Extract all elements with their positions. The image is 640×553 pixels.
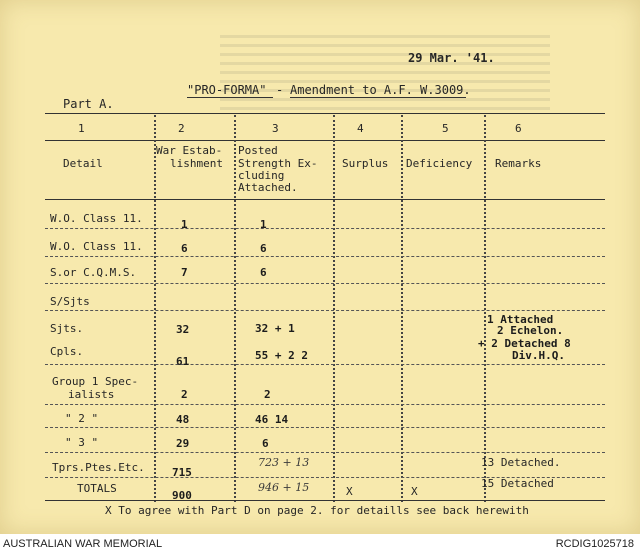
row-rule xyxy=(45,427,605,428)
header-deficiency: Deficiency xyxy=(406,157,473,170)
row-rule xyxy=(45,404,605,405)
row-rule xyxy=(45,364,605,365)
posted-value: 1 xyxy=(260,218,267,231)
row-label: W.O. Class 11. xyxy=(50,240,143,253)
war-est-value: 32 xyxy=(176,323,190,336)
header-surplus: Surplus xyxy=(342,157,389,170)
war-est-value: 715 xyxy=(172,466,192,479)
war-est-value: 900 xyxy=(172,489,192,502)
posted-value: 6 xyxy=(260,266,267,279)
row-rule xyxy=(45,310,605,311)
posted-value: 2 xyxy=(264,388,271,401)
table-top-rule xyxy=(45,113,605,114)
remark: 13 Detached. xyxy=(481,456,561,469)
column-divider xyxy=(401,115,403,502)
remark: Div.H.Q. xyxy=(512,349,565,362)
row-label: S.or C.Q.M.S. xyxy=(50,266,137,279)
archive-name: AUSTRALIAN WAR MEMORIAL xyxy=(3,538,163,550)
posted-value: 946 + 15 xyxy=(258,481,310,494)
column-divider xyxy=(234,115,236,502)
totals-surplus: X xyxy=(346,485,353,498)
date: 29 Mar. '41. xyxy=(408,51,495,65)
header-posted: cluding xyxy=(238,169,285,182)
row-label: S/Sjts xyxy=(50,295,90,308)
col-number: 5 xyxy=(442,122,449,135)
archive-footer xyxy=(0,534,640,553)
war-est-value: 61 xyxy=(176,355,190,368)
col-number: 6 xyxy=(515,122,522,135)
header-posted: Posted xyxy=(238,144,278,157)
title-underline xyxy=(187,97,273,98)
show-through-text xyxy=(220,30,550,110)
col-number: 3 xyxy=(272,122,279,135)
title-quoted: "PRO-FORMA" xyxy=(187,83,267,97)
header-detail: Detail xyxy=(63,157,103,170)
posted-value: 6 xyxy=(260,242,267,255)
header-posted: Strength Ex- xyxy=(238,157,318,170)
row-label: Group 1 Spec- xyxy=(52,375,139,388)
remark: 15 Detached xyxy=(481,477,554,490)
header-war-est: War Estab- xyxy=(156,144,223,157)
column-divider xyxy=(484,115,486,502)
remark: + 2 Detached 8 xyxy=(478,337,571,350)
col-number: 4 xyxy=(357,122,364,135)
title-dash: - xyxy=(276,83,284,97)
posted-value: 46 14 xyxy=(255,413,289,426)
row-label: " 3 " xyxy=(65,436,99,449)
war-est-value: 1 xyxy=(181,218,188,231)
row-label: ialists xyxy=(68,388,115,401)
column-divider xyxy=(333,115,335,502)
row-rule xyxy=(45,283,605,284)
posted-value: 55 + 2 2 xyxy=(255,349,308,362)
col-number: 2 xyxy=(178,122,185,135)
row-label: Cpls. xyxy=(50,345,84,358)
war-est-value: 48 xyxy=(176,413,190,426)
row-rule xyxy=(45,256,605,257)
totals-deficiency: X xyxy=(411,485,418,498)
remark: 1 Attached xyxy=(487,313,554,326)
header-rule xyxy=(45,199,605,200)
col-number-rule xyxy=(45,140,605,141)
row-label: TOTALS xyxy=(77,482,117,495)
title-underline-2 xyxy=(290,97,466,98)
archive-id: RCDIG1025718 xyxy=(555,538,634,550)
posted-value: 6 xyxy=(262,437,269,450)
totals-rule xyxy=(45,500,605,501)
row-label: Sjts. xyxy=(50,322,84,335)
row-label: W.O. Class 11. xyxy=(50,212,143,225)
row-label: Tprs.Ptes.Etc. xyxy=(52,461,145,474)
header-remarks: Remarks xyxy=(495,157,542,170)
war-est-value: 29 xyxy=(176,437,190,450)
col-number: 1 xyxy=(78,122,85,135)
title-text: Amendment to A.F. W.3009. xyxy=(290,83,471,97)
part-label: Part A. xyxy=(63,97,114,111)
row-rule xyxy=(45,228,605,229)
row-rule xyxy=(45,452,605,453)
remark: 2 Echelon. xyxy=(497,324,564,337)
war-est-value: 6 xyxy=(181,242,188,255)
row-label: " 2 " xyxy=(65,412,99,425)
posted-value: 32 + 1 xyxy=(255,322,295,335)
war-est-value: 7 xyxy=(181,266,188,279)
war-est-value: 2 xyxy=(181,388,188,401)
posted-value: 723 + 13 xyxy=(258,456,310,469)
header-war-est: lishment xyxy=(170,157,223,170)
column-divider xyxy=(154,115,156,502)
footnote: X To agree with Part D on page 2. for detaills see back herewith xyxy=(105,504,529,517)
header-posted: Attached. xyxy=(238,181,298,194)
